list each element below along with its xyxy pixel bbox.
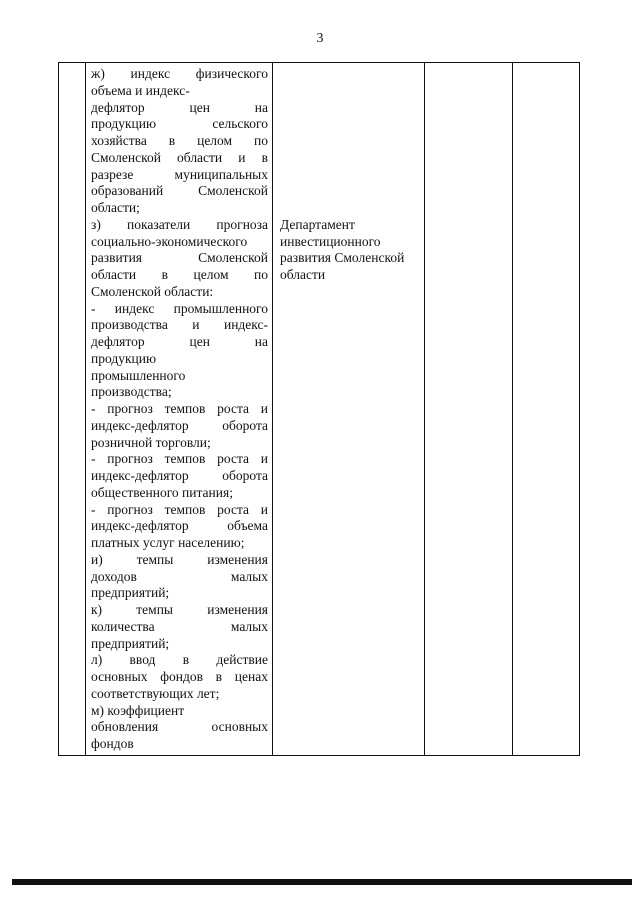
indicator-line: - прогноз темпов роста и: [91, 501, 268, 517]
indicator-line: промышленного: [91, 367, 186, 383]
indicator-line: области в целом по: [91, 267, 268, 282]
indicator-line: объема и индекс-: [91, 82, 190, 98]
indicator-line: продукцию: [91, 350, 157, 366]
indicator-line: индекс-дефлятор объема: [91, 518, 268, 534]
indicator-line: розничной торговли;: [91, 434, 211, 450]
indicator-line: Смоленской области:: [91, 283, 214, 299]
indicator-line: производства и индекс-: [91, 317, 268, 333]
table-column-divider: [85, 62, 86, 756]
indicator-line: м) коэффициент: [91, 702, 185, 718]
indicator-line: и) темпы изменения: [91, 551, 268, 567]
department-line: инвестиционного: [280, 233, 381, 249]
indicator-line: индекс-дефлятор оборота: [91, 468, 268, 483]
indicator-line: общественного питания;: [91, 484, 233, 500]
indicator-line: предприятий;: [91, 635, 170, 651]
indicator-line: количества малых: [91, 618, 268, 634]
indicator-line: доходов малых: [91, 568, 268, 584]
indicator-line: дефлятор цен на: [91, 334, 268, 349]
bottom-rule: [12, 879, 632, 885]
indicator-list-cell: [91, 66, 268, 753]
indicator-line: Смоленской области и в: [91, 149, 268, 165]
indicator-line: производства;: [91, 384, 172, 400]
indicator-line: к) темпы изменения: [91, 602, 268, 617]
indicator-line: социально-экономического: [91, 233, 248, 249]
indicator-line: - индекс промышленного: [91, 300, 268, 316]
indicator-line: - прогноз темпов роста и: [91, 401, 268, 416]
indicator-line: продукцию сельского: [91, 116, 268, 132]
department-line: Департамент: [280, 216, 355, 232]
indicator-line: л) ввод в действие: [91, 652, 268, 668]
page-number: 3: [316, 31, 324, 46]
department-line: развития Смоленской: [280, 250, 405, 266]
indicator-line: основных фондов в ценах: [91, 669, 268, 684]
indicator-line: фондов: [91, 736, 134, 751]
indicator-line: з) показатели прогноза: [91, 216, 268, 232]
indicator-line: дефлятор цен на: [91, 99, 268, 115]
indicator-line: области;: [91, 200, 140, 215]
department-line: области: [280, 267, 326, 282]
indicator-line: платных услуг населению;: [91, 535, 245, 550]
indicator-line: ж) индекс физического: [91, 66, 268, 81]
indicator-line: хозяйства в целом по: [91, 133, 268, 148]
indicator-line: предприятий;: [91, 585, 170, 601]
table-column-divider: [424, 62, 425, 756]
indicator-line: обновления основных: [91, 719, 268, 735]
indicator-line: - прогноз темпов роста и: [91, 451, 268, 467]
indicator-line: развития Смоленской: [91, 250, 268, 266]
department-cell: [280, 217, 420, 284]
indicator-line: соответствующих лет;: [91, 685, 220, 701]
indicator-line: индекс-дефлятор оборота: [91, 417, 268, 433]
indicator-line: образований Смоленской: [91, 183, 268, 199]
indicator-line: разрезе муниципальных: [91, 166, 268, 182]
table-column-divider: [512, 62, 513, 756]
table-column-divider: [272, 62, 273, 756]
